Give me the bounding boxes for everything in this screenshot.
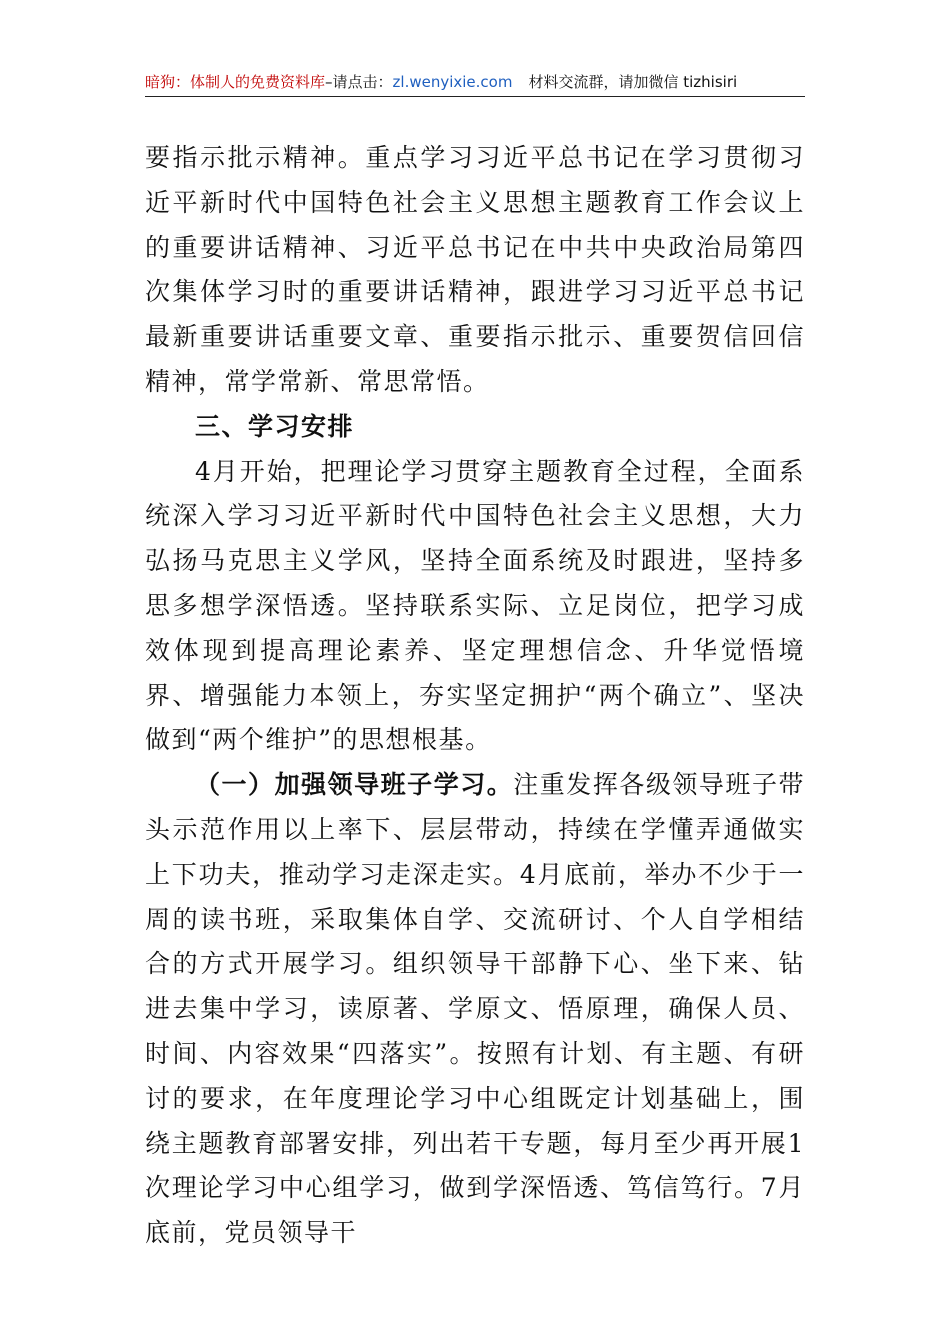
header-link[interactable]: zl.wenyixie.com: [392, 73, 513, 91]
paragraph-leadership: [145, 763, 805, 1256]
subheading-leadership: （一）加强领导班子学习。: [195, 770, 514, 800]
header-wechat-note: 材料交流群，请加微信 tizhisiri: [528, 73, 738, 91]
document-body: [145, 136, 805, 1256]
paragraph-leadership-body: 注重发挥各级领导班子带头示范作用以上率下、层层带动，持续在学懂弄通做实上下功夫，推动学习走深走实。4月底前，举办不少于一周的读书班，采取集体自学、交流研讨、个人自学相结合的方式开展学习。组织领导干部静下心、坐下来、钻进去集中学习，读原著、学原文、悟原理，确保人员、时间、内容效果“四落实”。按照有计划、有主题、有研讨的要求，在年度理论学习中心组既定计划基础上，围绕主题教育部署安排，列出若干专题，每月至少再开展1次理论学习中心组学习，做到学深悟透、笃信笃行。7月底前，党员领导干: [145, 770, 805, 1248]
paragraph-continuation: 要指示批示精神。重点学习习近平总书记在学习贯彻习近平新时代中国特色社会主义思想主题教育工作会议上的重要讲话精神、习近平总书记在中共中央政治局第四次集体学习时的重要讲话精神，跟进学习习近平总书记最新重要讲话重要文章、重要指示批示、重要贺信回信精神，常学常新、常思常悟。: [145, 143, 805, 396]
header-brand: 暗狗：体制人的免费资料库: [145, 73, 326, 91]
header-divider: [145, 96, 805, 97]
paragraph-schedule: 4月开始，把理论学习贯穿主题教育全过程，全面系统深入学习习近平新时代中国特色社会主义思想，大力弘扬马克思主义学风，坚持全面系统及时跟进，坚持多思多想学深悟透。坚持联系实际、立足岗位，把学习成效体现到提高理论素养、坚定理想信念、升华觉悟境界、增强能力本领上，夯实坚定拥护“两个确立”、坚决做到“两个维护”的思想根基。: [145, 456, 805, 755]
section-heading: 三、学习安排: [195, 411, 355, 441]
header-prefix: –请点击：: [325, 73, 393, 91]
page-header: [145, 70, 805, 94]
